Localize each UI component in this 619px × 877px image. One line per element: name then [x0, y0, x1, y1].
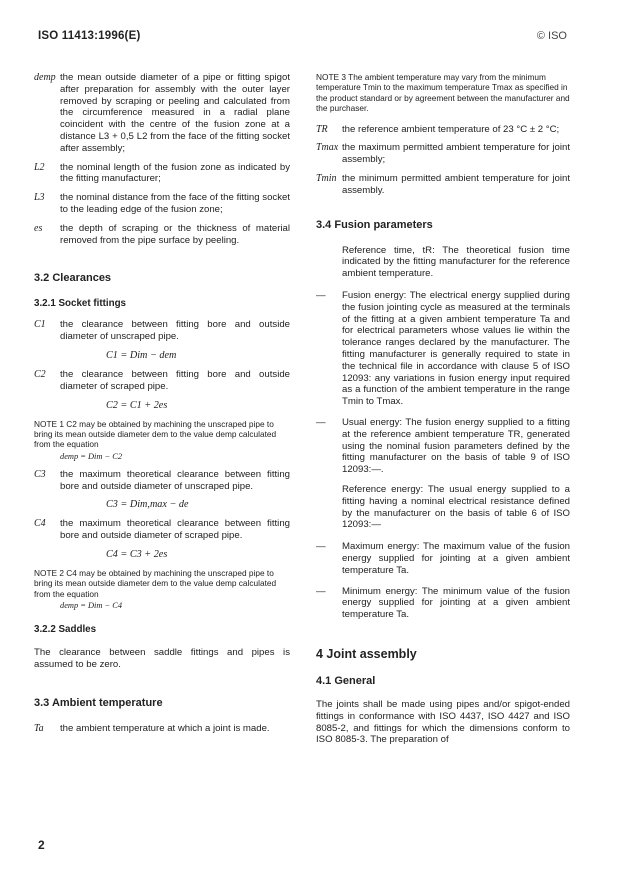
definition-text: the maximum theoretical clearance between fitting bore and outside diameter of scraped pipe.	[60, 518, 290, 542]
document-standard-number: ISO 11413:1996(E)	[38, 30, 141, 42]
saddles-paragraph: The clearance between saddle fittings and pipes is assumed to be zero.	[34, 647, 290, 670]
definition-item	[316, 124, 570, 136]
definition-text: the nominal length of the fusion zone as indicated by the fitting manufacturer;	[60, 161, 290, 185]
definition-item	[316, 173, 570, 197]
general-paragraph: The joints shall be made using pipes and/or spigot-ended fittings in conformance with ISO 4437, ISO 4427 and ISO 8085-2, and fittings for which the dimensions conform to ISO 8085-3. The preparation of	[316, 698, 570, 746]
definition-text: the maximum permitted ambient temperature for joint assembly;	[342, 142, 570, 166]
note-2: NOTE 2 C4 may be obtained by machining the unscraped pipe to bring its mean outside diameter dem to the value demp calculated from the equation	[34, 567, 277, 599]
note-2-equation: demp = Dim − C4	[60, 601, 123, 611]
left-column	[34, 72, 290, 742]
subsection-heading-general: 4.1 General	[316, 674, 376, 687]
definition-text: the clearance between fitting bore and outside diameter of scraped pipe.	[60, 368, 290, 392]
right-column	[316, 72, 570, 746]
reference-energy-paragraph: Reference energy: The usual energy supplied to a fitting having a nominal electrical resistance defined by the manufacturer on the basis of table 6 of ISO 12093:—	[342, 483, 570, 531]
minimum-energy-item	[316, 586, 570, 621]
definition-symbol: C3	[34, 468, 46, 480]
section-heading-fusion-parameters: 3.4 Fusion parameters	[316, 218, 433, 231]
definition-symbol: L2	[34, 161, 45, 173]
copyright-mark: © ISO	[536, 30, 567, 42]
definition-symbol: Tmax	[316, 142, 339, 154]
equation-c3: C3 = Dim,max − de	[106, 499, 189, 511]
subsection-heading-saddles: 3.2.2 Saddles	[34, 624, 97, 636]
definition-symbol: es	[34, 222, 43, 234]
definition-text: the ambient temperature at which a joint is made.	[60, 722, 270, 734]
definition-symbol: C2	[34, 368, 46, 380]
definition-item	[34, 223, 290, 247]
fusion-energy-text: Fusion energy: The electrical energy supplied during the fusion jointing cycle as measured at the terminals of the fitting at a given ambient temperature Ta and for electrical parameters whose values lie within the tolerance ranges declared by the manufacturer. The fitting manufacturer is generally required to state in the technical file in accordance with clause 5 of ISO 12093: any variations in fusion energy input required as a function of the ambient temperature in the range Tmin to Tmax.	[342, 290, 570, 408]
dash-bullet: —	[316, 290, 326, 301]
definition-text: the minimum permitted ambient temperature for joint assembly.	[342, 173, 570, 196]
usual-energy-item	[316, 417, 570, 476]
definition-ta	[34, 723, 290, 735]
equation-c1: C1 = Dim − dem	[106, 349, 177, 361]
equation-c4: C4 = C3 + 2es	[106, 548, 168, 560]
definition-symbol: demp	[34, 72, 56, 83]
definition-c2	[34, 369, 290, 393]
note-1-equation: demp = Dim − C2	[60, 451, 123, 461]
reference-time-paragraph: Reference time, tR: The theoretical fusion time indicated by the fitting manufacturer for the reference ambient temperature.	[342, 244, 570, 280]
definition-text: the clearance between fitting bore and outside diameter of unscraped pipe.	[60, 319, 290, 343]
definition-text: the depth of scraping or the thickness of material removed from the pipe surface by peeling.	[60, 222, 290, 246]
note-3: NOTE 3 The ambient temperature may vary from the minimum temperature Tmin to the maximum temperature Tmax as specified in the product standard or by agreement between the manufacturer and the purchaser.	[316, 72, 570, 114]
definition-item	[34, 192, 290, 216]
definition-symbol: L3	[34, 192, 45, 204]
section-heading-clearances: 3.2 Clearances	[34, 272, 112, 285]
definition-text: the maximum theoretical clearance between fitting bore and outside diameter of unscraped pipe.	[60, 468, 290, 492]
usual-energy-text: Usual energy: The fusion energy supplied to a fitting at the reference ambient temperature TR, generated using the nominal fusion parameters defined by the fitting manufacturer on the basis of table 9 of ISO 12093:—.	[342, 416, 570, 476]
page-number: 2	[38, 838, 45, 852]
note-1: NOTE 1 C2 may be obtained by machining the unscraped pipe to bring its mean outside diameter dem to the value demp calculated from the equation	[34, 418, 277, 450]
dash-bullet: —	[316, 585, 326, 597]
maximum-energy-item	[316, 541, 570, 576]
definition-symbol: TR	[316, 123, 328, 135]
definition-item	[34, 162, 290, 186]
definition-item	[34, 72, 290, 155]
definitions-top	[34, 72, 290, 246]
subsection-heading-socket-fittings: 3.2.1 Socket fittings	[34, 298, 127, 310]
definition-c3	[34, 469, 290, 493]
section-heading-joint-assembly: 4 Joint assembly	[316, 646, 417, 661]
definition-symbol: C1	[34, 319, 46, 331]
definition-c1	[34, 319, 290, 343]
maximum-energy-text: Maximum energy: The maximum value of the fusion energy supplied for jointing at a given ambient temperature Ta.	[342, 541, 570, 576]
dash-bullet: —	[316, 416, 326, 428]
fusion-energy-item	[316, 290, 570, 408]
dash-bullet: —	[316, 541, 326, 553]
definition-symbol: Ta	[34, 722, 44, 734]
equation-c2: C2 = C1 + 2es	[106, 399, 168, 411]
definition-item	[316, 142, 570, 166]
section-heading-ambient-temperature: 3.3 Ambient temperature	[34, 696, 163, 709]
definition-text: the mean outside diameter of a pipe or fitting spigot after preparation for assembly with the outer layer removed by scraping or peeling and calculated from the circumference measured in a radial plane coincident with the centre of the fusion zone at a distance L3 + 0,5 L2 from the face of the fitting socket after assembly;	[60, 72, 290, 154]
definition-c4	[34, 518, 290, 542]
definition-symbol: C4	[34, 518, 46, 530]
definition-symbol: Tmin	[316, 173, 337, 185]
minimum-energy-text: Minimum energy: The minimum value of the fusion energy supplied for jointing at a given ambient temperature Ta.	[342, 585, 570, 621]
definition-text: the nominal distance from the face of the fitting socket to the leading edge of the fusion zone;	[60, 192, 290, 215]
definition-text: the reference ambient temperature of 23 °C ± 2 °C;	[342, 123, 560, 135]
